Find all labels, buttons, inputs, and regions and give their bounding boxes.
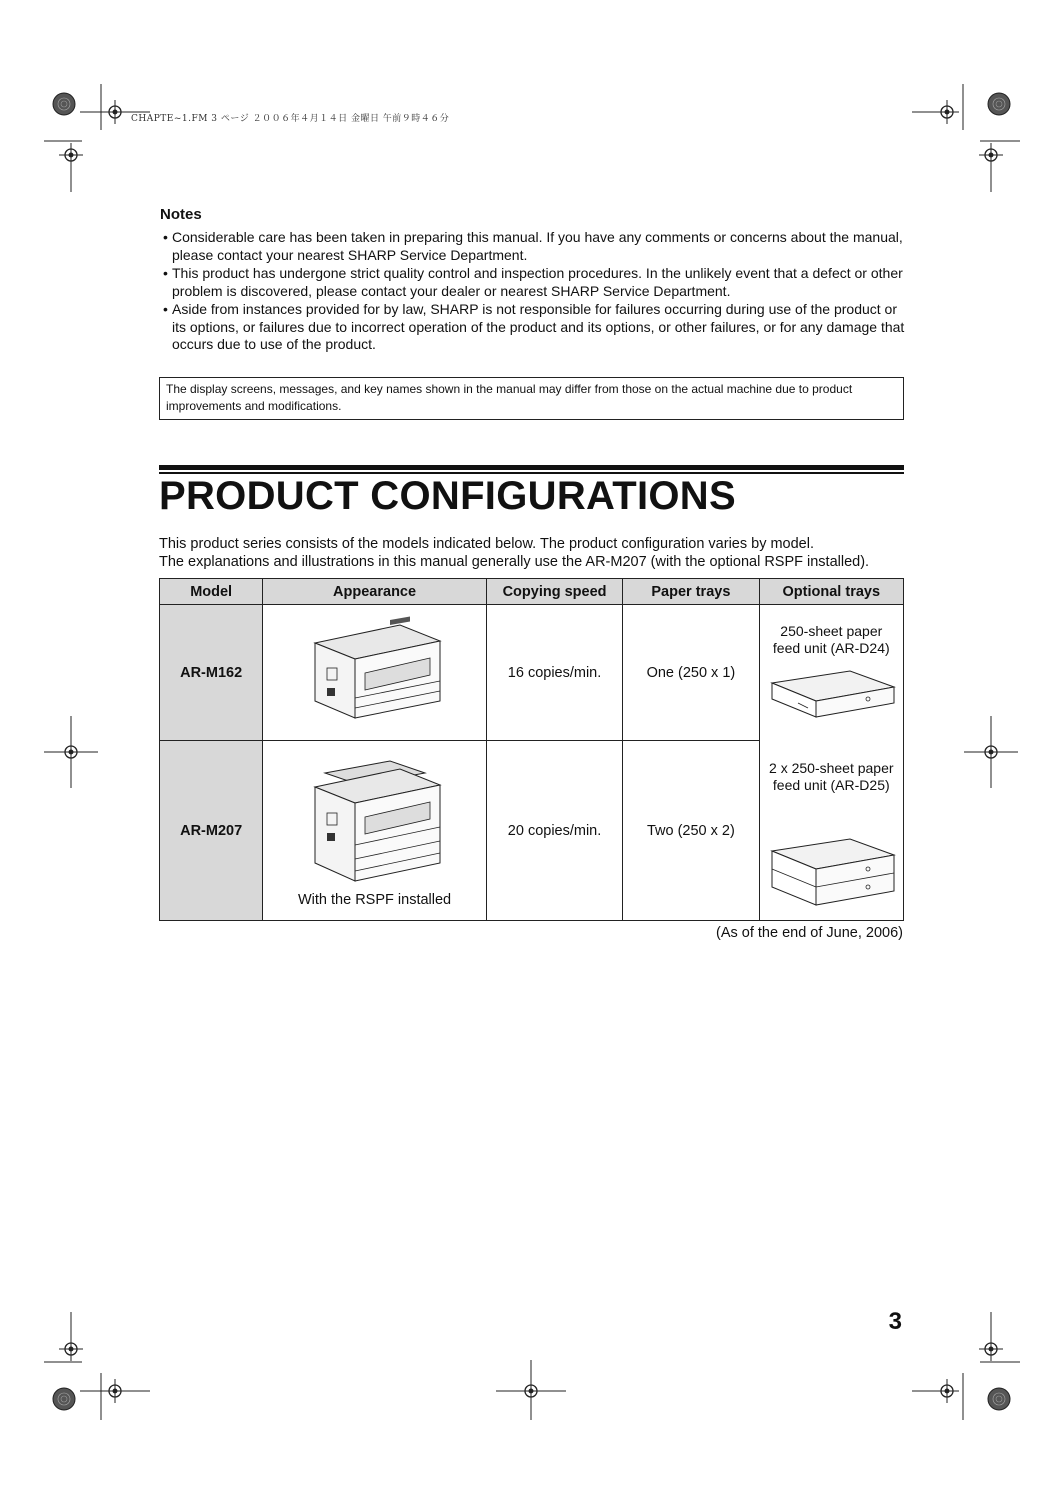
title-rule	[159, 465, 904, 470]
header-optional-trays: Optional trays	[759, 579, 903, 605]
copying-speed-cell: 20 copies/min.	[486, 741, 622, 921]
paper-trays-cell: Two (250 x 2)	[623, 741, 759, 921]
notes-list	[160, 229, 906, 354]
optional-trays-cell	[759, 605, 903, 921]
page-number: 3	[888, 1308, 902, 1335]
intro-line-1: This product series consists of the models indicated below. The product configuration varies by model.	[159, 536, 814, 552]
copier-with-rspf-illustration	[305, 753, 445, 888]
page-title: PRODUCT CONFIGURATIONS	[159, 474, 736, 518]
table-header-row	[160, 579, 904, 605]
list-item	[160, 265, 906, 300]
copier-illustration	[305, 613, 445, 728]
notes-section	[160, 206, 906, 355]
model-cell: AR-M162	[160, 605, 263, 741]
appearance-cell	[263, 605, 487, 741]
bullet-icon: •	[163, 265, 168, 281]
file-header-line: CHAPTE~1.FM 3 ページ ２００６年４月１４日 金曜日 午前９時４６分	[131, 114, 450, 124]
model-cell: AR-M207	[160, 741, 263, 921]
option-d25-label-1: 2 x 250-sheet paper	[769, 760, 894, 776]
header-appearance: Appearance	[263, 579, 487, 605]
configuration-table	[159, 578, 904, 921]
paper-trays-cell: One (250 x 1)	[623, 605, 759, 741]
header-model: Model	[160, 579, 263, 605]
option-d25-label-2: feed unit (AR-D25)	[772, 777, 890, 793]
copying-speed-cell: 16 copies/min.	[486, 605, 622, 741]
table-row	[160, 605, 904, 741]
notice-box: The display screens, messages, and key names shown in the manual may differ from those on the actual machine due to product improvements and modifications.	[159, 377, 904, 420]
feed-unit-d24-illustration	[768, 665, 896, 735]
header-copying-speed: Copying speed	[486, 579, 622, 605]
feed-unit-d25-illustration	[768, 835, 896, 915]
bullet-icon: •	[163, 229, 168, 245]
option-d24-label-2: feed unit (AR-D24)	[772, 640, 890, 656]
intro-text	[159, 535, 919, 571]
note-text: Considerable care has been taken in preparing this manual. If you have any comments or concerns about the manual, please contact your nearest SHARP Service Department.	[172, 229, 903, 263]
option-d24-label-1: 250-sheet paper	[780, 623, 883, 639]
intro-line-2: The explanations and illustrations in this manual generally use the AR-M207 (with the optional RSPF installed).	[159, 554, 870, 570]
notes-title: Notes	[160, 206, 202, 223]
header-paper-trays: Paper trays	[623, 579, 759, 605]
appearance-caption: With the RSPF installed	[298, 892, 452, 908]
as-of-note: (As of the end of June, 2006)	[715, 925, 903, 941]
list-item	[160, 301, 906, 354]
appearance-cell	[263, 741, 487, 921]
note-text: Aside from instances provided for by law, SHARP is not responsible for failures occurring during use of the product or its options, or failures due to incorrect operation of the product and its options, or other failures, or for any damage that occurs due to use of the product.	[172, 301, 905, 352]
bullet-icon: •	[163, 301, 168, 317]
list-item	[160, 229, 906, 264]
note-text: This product has undergone strict quality control and inspection procedures. In the unlikely event that a defect or other problem is discovered, please contact your dealer or nearest SHARP Service Department.	[172, 265, 903, 299]
